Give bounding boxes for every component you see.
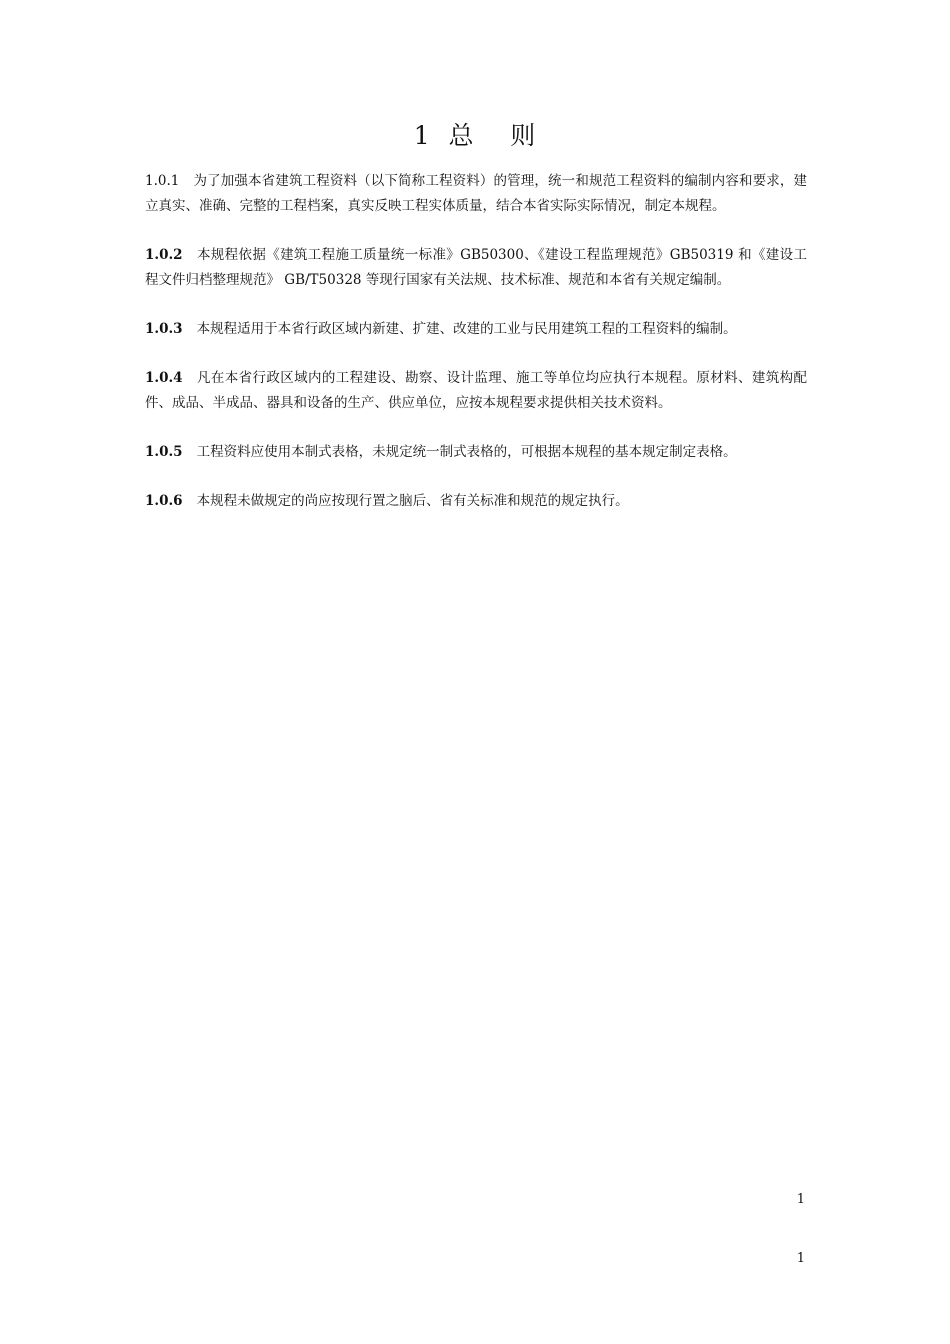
article-number: 1.0.3 (145, 321, 183, 337)
article-1-0-2 (145, 243, 807, 293)
article-1-0-4 (145, 366, 807, 416)
article-number: 1.0.4 (145, 370, 183, 386)
page-number-lower: 1 (796, 1251, 805, 1266)
article-text: 工程资料应使用本制式表格，未规定统一制式表格的，可根据本规程的基本规定制定表格。 (196, 444, 737, 460)
article-1-0-5 (145, 440, 807, 465)
article-number: 1.0.1 (145, 173, 180, 189)
article-1-0-6 (145, 489, 807, 514)
article-number: 1.0.5 (145, 444, 183, 460)
article-text: 凡在本省行政区域内的工程建设、勘察、设计监理、施工等单位均应执行本规程。原材料、建筑构配件、成品、半成品、器具和设备的生产、供应单位，应按本规程要求提供相关技术资料。 (145, 370, 807, 411)
article-text: 本规程依据《建筑工程施工质量统一标准》GB50300、《建设工程监理规范》GB50319 和《建设工程文件归档整理规范》 GB/T50328 等现行国家有关法规、技术标准、规范和本省有关规定编制。 (145, 247, 807, 288)
article-list (145, 169, 807, 538)
article-1-0-1 (145, 169, 807, 219)
page-number-upper: 1 (796, 1192, 805, 1207)
article-text: 为了加强本省建筑工程资料（以下简称工程资料）的管理，统一和规范工程资料的编制内容和要求，建立真实、准确、完整的工程档案，真实反映工程实体质量，结合本省实际实际情况，制定本规程。 (145, 173, 807, 214)
article-1-0-3 (145, 317, 807, 342)
chapter-title: 1 总 则 (413, 121, 537, 150)
article-text: 本规程适用于本省行政区域内新建、扩建、改建的工业与民用建筑工程的工程资料的编制。 (196, 321, 737, 337)
article-number: 1.0.2 (145, 247, 183, 263)
article-text: 本规程未做规定的尚应按现行置之脑后、省有关标准和规范的规定执行。 (196, 493, 629, 509)
article-number: 1.0.6 (145, 493, 183, 509)
